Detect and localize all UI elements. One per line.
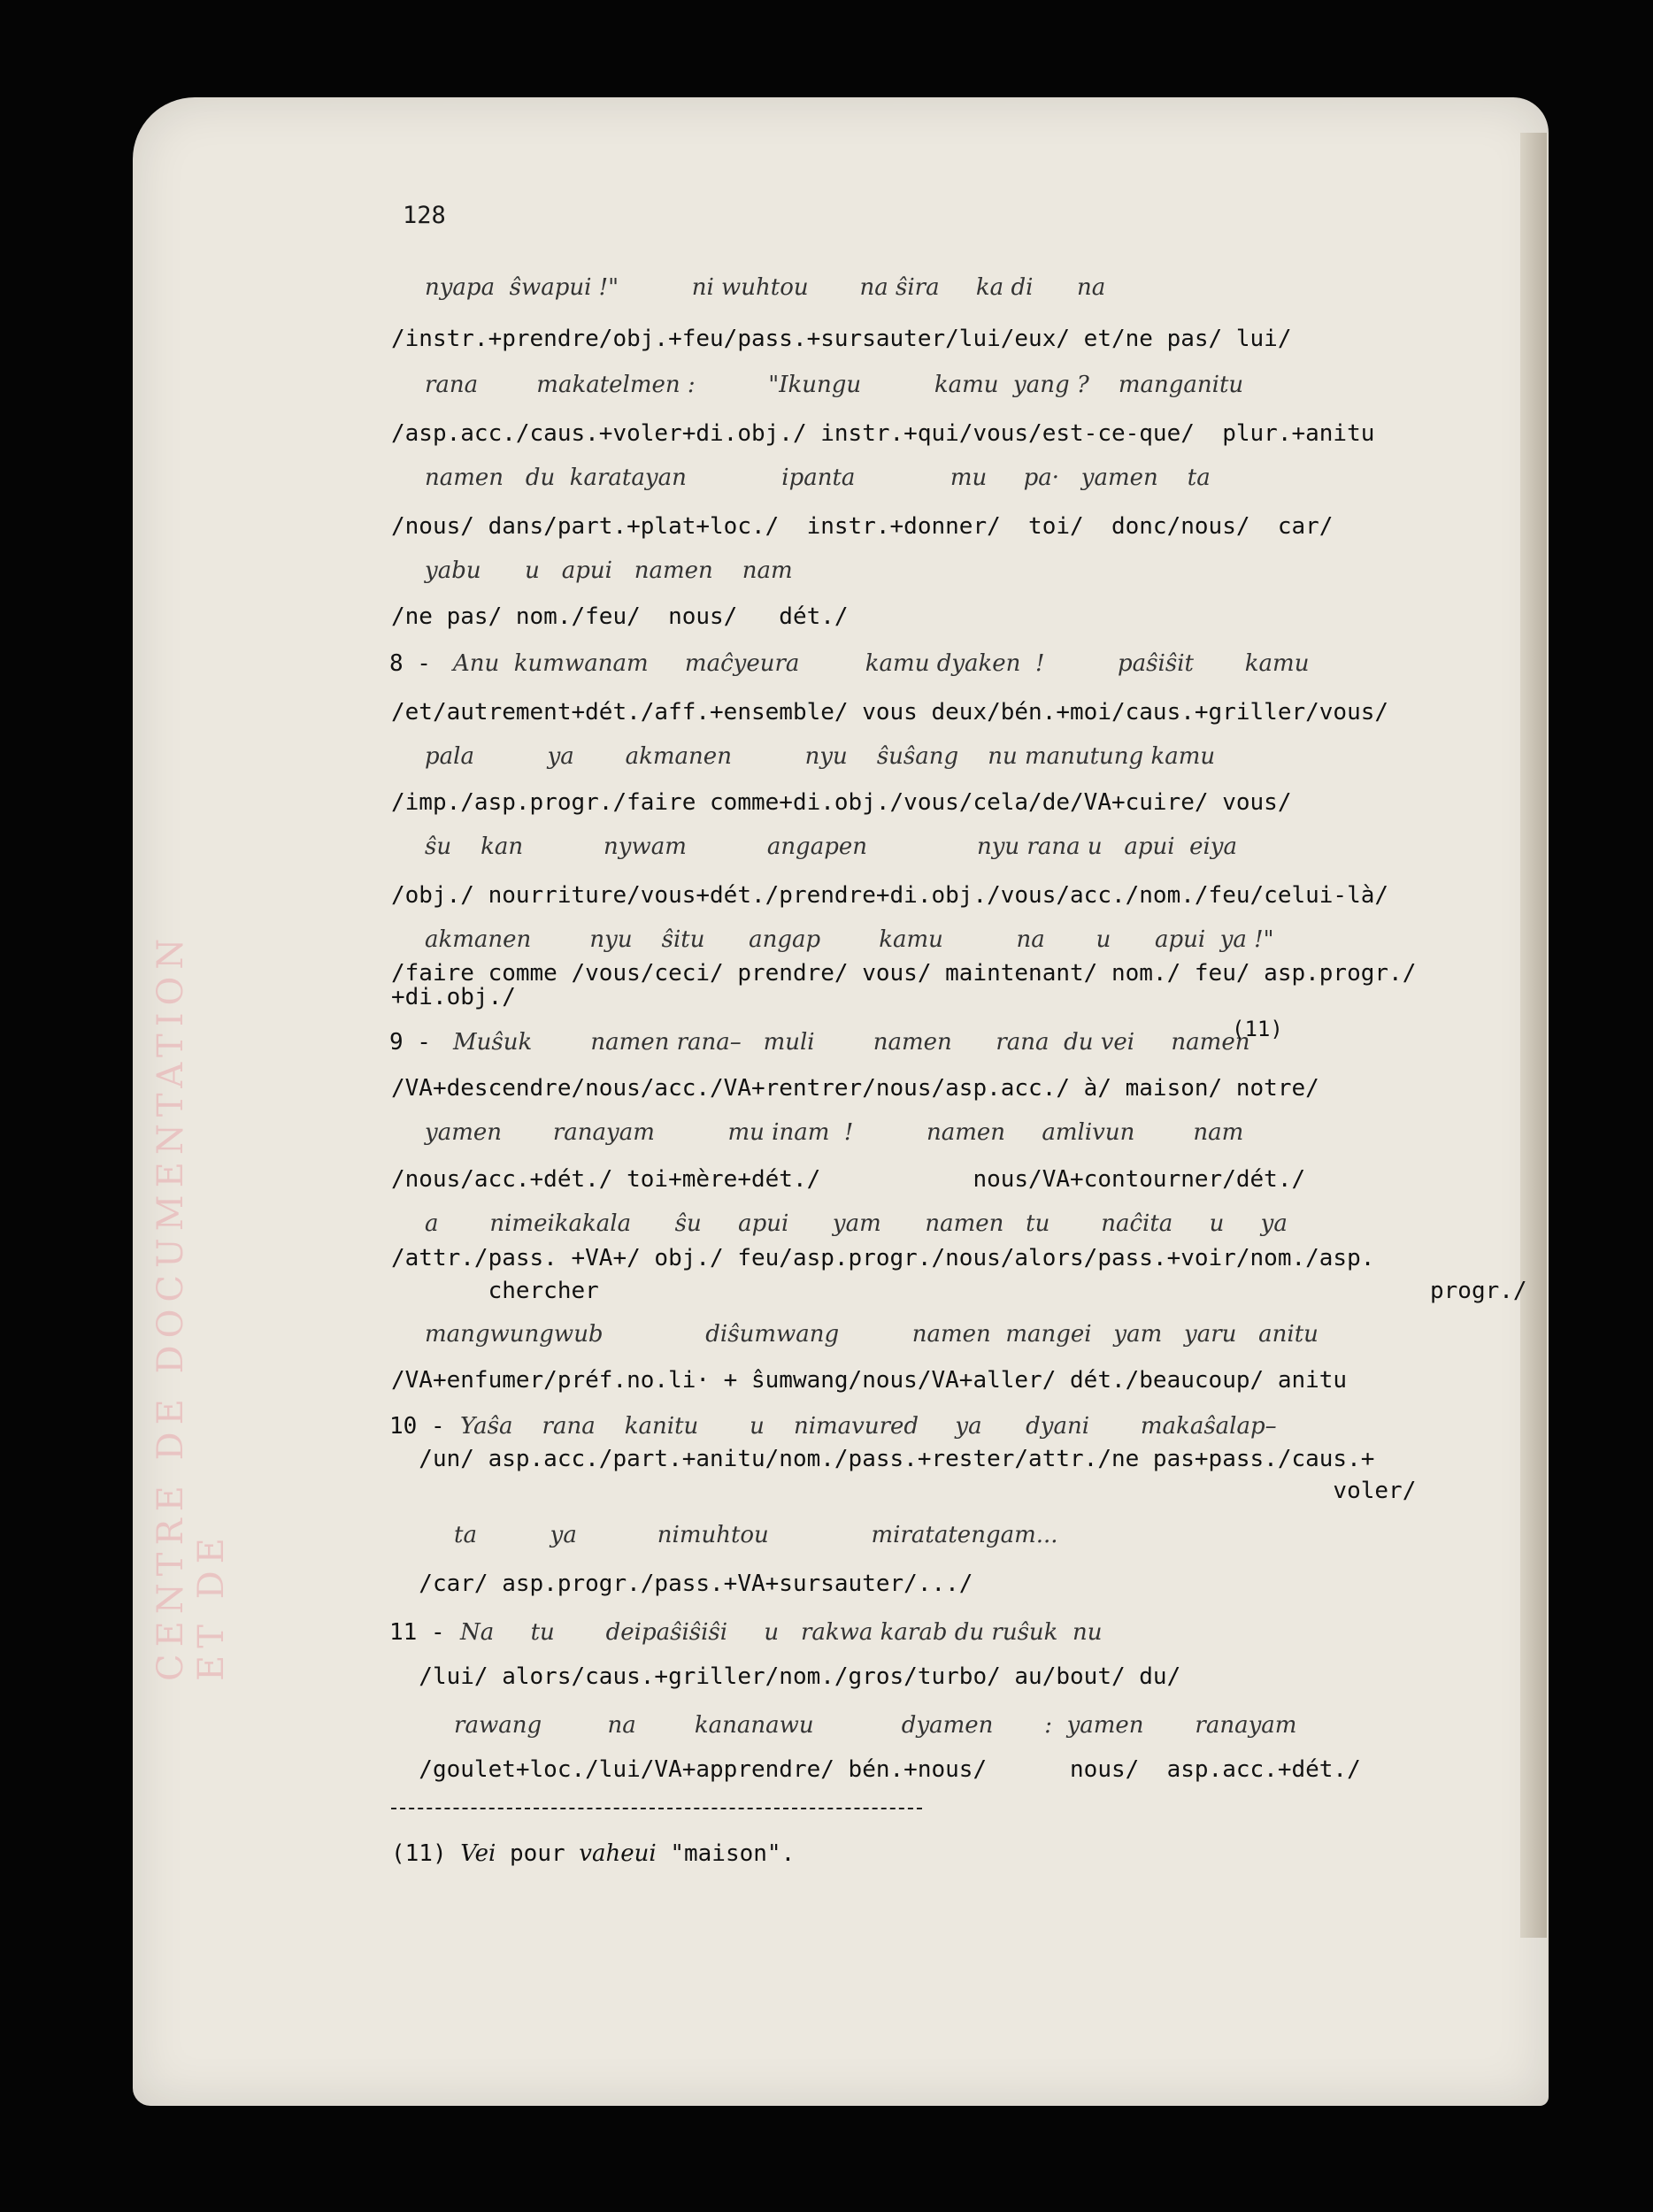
vernacular-line: akmanen nyu ŝitu angap kamu na u apui ya !" (425, 926, 1274, 953)
item-number: 9 - (389, 1029, 431, 1056)
vernacular-line: pala ya akmanen nyu ŝuŝang nu manutung kamu (425, 743, 1216, 770)
gloss-line: /faire comme /vous/ceci/ prendre/ vous/ maintenant/ nom./ feu/ asp.progr./ (391, 960, 1417, 987)
vernacular-line: yabu u apui namen nam (425, 557, 793, 584)
footnote-word: Vei (460, 1840, 496, 1867)
gloss-line: /ne pas/ nom./feu/ nous/ dét./ (391, 603, 849, 630)
gloss-line: /VA+descendre/nous/acc./VA+rentrer/nous/asp.acc./ à/ maison/ notre/ (391, 1075, 1319, 1102)
vernacular-line: rawang na kananawu dyamen : yamen ranayam (425, 1712, 1297, 1739)
vernacular-line: Na tu deipaŝiŝiŝi u rakwa karab du ruŝuk nu (460, 1619, 1103, 1646)
gloss-line: /imp./asp.progr./faire comme+di.obj./vous/cela/de/VA+cuire/ vous/ (391, 789, 1292, 816)
vernacular-line: mangwungwub diŝumwang namen mangei yam yaru anitu (425, 1321, 1319, 1348)
footnote (391, 1840, 795, 1867)
vernacular-line: Yaŝa rana kanitu u nimavured ya dyani makaŝalap– (460, 1413, 1277, 1440)
vernacular-line: namen du karatayan ipanta mu pa· yamen ta (425, 465, 1211, 491)
footnote-reference: (11) (1232, 1017, 1283, 1041)
gloss-line: /nous/ dans/part.+plat+loc./ instr.+donner/ toi/ donc/nous/ car/ (391, 513, 1334, 540)
footnote-text-2: "maison". (656, 1840, 796, 1867)
gloss-line: /car/ asp.progr./pass.+VA+sursauter/.../ (391, 1571, 973, 1597)
gloss-line: voler/ (391, 1478, 1417, 1504)
footnote-rule (391, 1808, 922, 1809)
gloss-line: /obj./ nourriture/vous+dét./prendre+di.obj./vous/acc./nom./feu/celui-là/ (391, 882, 1389, 909)
book-page (133, 97, 1549, 2106)
book-gutter (1520, 133, 1547, 1938)
gloss-line: /nous/acc.+dét./ toi+mère+dét./ nous/VA+contourner/dét./ (391, 1166, 1306, 1193)
vernacular-line: a nimeikakala ŝu apui yam namen tu naĉita u ya (425, 1210, 1288, 1237)
item-number: 11 - (389, 1619, 445, 1646)
gloss-line: chercher progr./ (391, 1278, 1527, 1304)
gloss-line: /attr./pass. +VA+/ obj./ feu/asp.progr./nous/alors/pass.+voir/nom./asp. (391, 1245, 1375, 1271)
gloss-line: /et/autrement+dét./aff.+ensemble/ vous deux/bén.+moi/caus.+griller/vous/ (391, 699, 1389, 726)
vernacular-line: Anu kumwanam maĉyeura kamu dyaken ! paŝiŝit kamu (453, 650, 1310, 677)
gloss-line: /lui/ alors/caus.+griller/nom./gros/turbo/ au/bout/ du/ (391, 1663, 1181, 1690)
gloss-line: /goulet+loc./lui/VA+apprendre/ bén.+nous/ nous/ asp.acc.+dét./ (391, 1756, 1361, 1783)
vernacular-line: nyapa ŝwapui !" ni wuhtou na ŝira ka di na (425, 274, 1106, 301)
gloss-line: +di.obj./ (391, 984, 516, 1010)
vernacular-line: Muŝuk namen rana– muli namen rana du vei namen (453, 1029, 1250, 1056)
item-number: 8 - (389, 650, 431, 677)
vernacular-line: ŝu kan nywam angapen nyu rana u apui eiya (425, 833, 1237, 860)
gloss-line: /instr.+prendre/obj.+feu/pass.+sursauter/lui/eux/ et/ne pas/ lui/ (391, 326, 1292, 352)
footnote-marker: (11) (391, 1840, 447, 1867)
page-number: 128 (403, 202, 446, 229)
gloss-line: /un/ asp.acc./part.+anitu/nom./pass.+rester/attr./ne pas+pass./caus.+ (391, 1446, 1375, 1472)
gloss-line: /asp.acc./caus.+voler+di.obj./ instr.+qui/vous/est-ce-que/ plur.+anitu (391, 420, 1375, 447)
vernacular-line: ta ya nimuhtou miratatengam... (425, 1522, 1058, 1548)
library-stamp: CENTRE DE DOCUMENTATION ET DE (150, 931, 232, 1681)
footnote-text: pour (496, 1840, 580, 1867)
footnote-word-2: vaheui (579, 1840, 657, 1867)
vernacular-line: rana makatelmen : "Ikungu kamu yang ? manganitu (425, 372, 1244, 398)
item-number: 10 - (389, 1413, 445, 1440)
gloss-line: /VA+enfumer/préf.no.li· + ŝumwang/nous/VA+aller/ dét./beaucoup/ anitu (391, 1367, 1348, 1394)
vernacular-line: yamen ranayam mu inam ! namen amlivun nam (425, 1119, 1244, 1146)
